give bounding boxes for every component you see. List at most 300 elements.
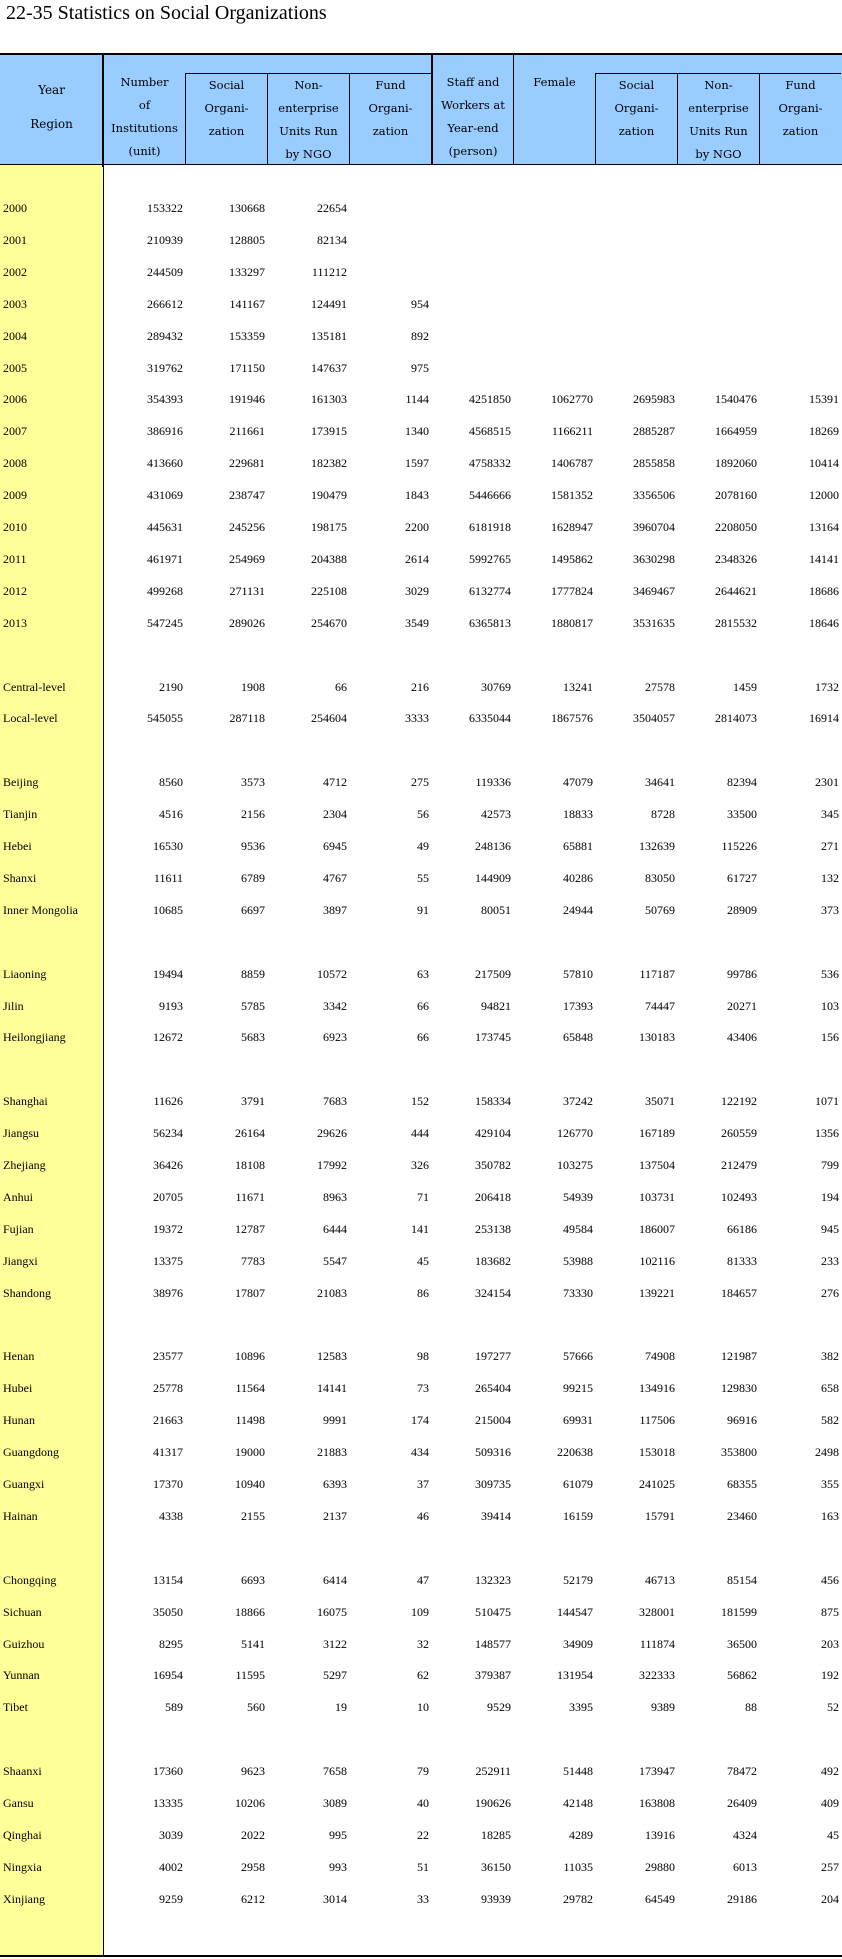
row-label: 2011 [3, 551, 27, 566]
table-row [0, 384, 842, 416]
table-cell: 163808 [639, 1796, 675, 1810]
table-cell: 2348326 [715, 551, 757, 566]
table-cell: 1356 [815, 1126, 839, 1141]
table-cell: 4289 [569, 1827, 593, 1842]
table-cell: 954 [411, 296, 429, 311]
table-cell: 444 [411, 1126, 429, 1141]
table-cell: 121987 [721, 1349, 757, 1364]
year-header-label: Year [38, 83, 65, 97]
row-label: 2005 [3, 360, 27, 375]
table-cell: 3573 [241, 775, 265, 790]
table-cell: 2078160 [715, 488, 757, 503]
table-cell: 186007 [639, 1221, 675, 1236]
table-cell: 56862 [727, 1668, 757, 1683]
table-cell: 9536 [241, 839, 265, 853]
table-cell: 3122 [323, 1636, 347, 1651]
row-label: Guizhou [3, 1636, 45, 1651]
staff-social-org-header: Social Organi- zation [595, 73, 677, 165]
table-cell: 799 [821, 1158, 839, 1172]
row-label: 2006 [3, 392, 27, 407]
table-cell: 161303 [311, 392, 347, 407]
table-cell: 16914 [809, 711, 839, 726]
table-cell: 319762 [147, 360, 183, 375]
table-cell: 83050 [645, 870, 675, 885]
table-cell: 248136 [475, 839, 511, 853]
table-cell: 13241 [563, 679, 593, 694]
table-cell: 131954 [557, 1668, 593, 1683]
table-cell: 216 [411, 679, 429, 694]
table-cell: 23577 [153, 1349, 183, 1364]
table-cell: 254604 [311, 711, 347, 726]
table-cell: 6697 [241, 902, 265, 917]
table-cell: 88 [745, 1700, 757, 1715]
table-cell: 5297 [323, 1668, 347, 1683]
row-label: Anhui [3, 1189, 33, 1204]
table-cell: 18686 [809, 583, 839, 598]
table-cell: 10572 [317, 966, 347, 981]
spacer-row [0, 927, 842, 959]
table-cell: 1597 [405, 456, 429, 471]
table-cell: 40 [417, 1796, 429, 1810]
table-cell: 2958 [241, 1859, 265, 1874]
table-cell: 96916 [727, 1413, 757, 1428]
table-cell: 13916 [645, 1827, 675, 1842]
table-cell: 52179 [563, 1572, 593, 1587]
table-cell: 126770 [557, 1126, 593, 1141]
table-row [0, 1405, 842, 1437]
table-row [0, 576, 842, 608]
table-cell: 2137 [323, 1508, 347, 1523]
row-label: Xinjiang [3, 1891, 45, 1906]
table-cell: 3395 [569, 1700, 593, 1715]
table-cell: 66 [335, 679, 347, 694]
institutions-header: Number of Institutions (unit) [103, 55, 185, 165]
table-cell: 82134 [317, 232, 347, 247]
table-cell: 492 [821, 1764, 839, 1779]
table-cell: 1540476 [715, 392, 757, 407]
table-cell: 225108 [311, 583, 347, 598]
table-cell: 3630298 [633, 551, 675, 566]
table-cell: 132 [821, 870, 839, 885]
table-cell: 8560 [159, 775, 183, 790]
table-cell: 4002 [159, 1859, 183, 1874]
table-cell: 509316 [475, 1445, 511, 1460]
table-cell: 117506 [639, 1413, 675, 1428]
table-cell: 3897 [323, 902, 347, 917]
table-cell: 183682 [475, 1253, 511, 1268]
table-cell: 141 [411, 1221, 429, 1236]
table-cell: 6365813 [469, 615, 511, 630]
row-label: Hebei [3, 839, 32, 853]
row-label: Beijing [3, 775, 39, 790]
table-cell: 167189 [639, 1126, 675, 1141]
table-cell: 993 [329, 1859, 347, 1874]
table-row [0, 353, 842, 385]
row-label: Sichuan [3, 1604, 42, 1619]
table-cell: 33500 [727, 807, 757, 822]
table-cell: 16159 [563, 1508, 593, 1523]
table-cell: 3356506 [633, 488, 675, 503]
table-cell: 1843 [405, 488, 429, 503]
table-row [0, 193, 842, 225]
spacer-row [0, 1724, 842, 1756]
table-cell: 174 [411, 1413, 429, 1428]
table-cell: 15391 [809, 392, 839, 407]
table-cell: 102116 [639, 1253, 675, 1268]
row-label: Tianjin [3, 807, 38, 822]
table-cell: 1628947 [551, 520, 593, 534]
table-cell: 4767 [323, 870, 347, 885]
table-cell: 7683 [323, 1094, 347, 1109]
table-cell: 204 [821, 1891, 839, 1906]
table-cell: 12672 [153, 1030, 183, 1045]
table-cell: 93939 [481, 1891, 511, 1906]
table-cell: 253138 [475, 1221, 511, 1236]
table-cell: 65881 [563, 839, 593, 853]
table-cell: 1581352 [551, 488, 593, 503]
table-cell: 37242 [563, 1094, 593, 1109]
row-label: Jiangxi [3, 1253, 38, 1268]
table-cell: 16075 [317, 1604, 347, 1619]
table-row [0, 959, 842, 991]
table-cell: 94821 [481, 998, 511, 1013]
row-label: Tibet [3, 1700, 28, 1715]
spacer-row [0, 1054, 842, 1086]
table-cell: 2814073 [715, 711, 757, 726]
row-label: Hainan [3, 1508, 38, 1523]
table-cell: 245256 [229, 520, 265, 534]
table-row [0, 1692, 842, 1724]
table-cell: 17807 [235, 1285, 265, 1300]
table-cell: 184657 [721, 1285, 757, 1300]
table-cell: 6444 [323, 1221, 347, 1236]
table-cell: 68355 [727, 1477, 757, 1491]
table-cell: 326 [411, 1158, 429, 1172]
table-cell: 40286 [563, 870, 593, 885]
table-row [0, 672, 842, 704]
table-cell: 1406787 [551, 456, 593, 471]
table-cell: 135181 [311, 328, 347, 343]
table-cell: 2695983 [633, 392, 675, 407]
table-row [0, 991, 842, 1023]
table-cell: 115226 [721, 839, 757, 853]
table-row [0, 1565, 842, 1597]
table-cell: 61727 [727, 870, 757, 885]
table-cell: 2644621 [715, 583, 757, 598]
table-row [0, 448, 842, 480]
table-cell: 265404 [475, 1381, 511, 1396]
table-cell: 1892060 [715, 456, 757, 471]
table-cell: 19372 [153, 1221, 183, 1236]
table-cell: 3333 [405, 711, 429, 726]
table-cell: 144909 [475, 870, 511, 885]
table-cell: 10685 [153, 902, 183, 917]
table-cell: 34641 [645, 775, 675, 790]
table-row [0, 799, 842, 831]
row-label: Hubei [3, 1381, 33, 1396]
table-cell: 266612 [147, 296, 183, 311]
table-cell: 11035 [563, 1859, 593, 1874]
table-cell: 32 [417, 1636, 429, 1651]
table-cell: 4712 [323, 775, 347, 790]
table-row [0, 544, 842, 576]
table-cell: 148577 [475, 1636, 511, 1651]
table-cell: 6945 [323, 839, 347, 853]
table-cell: 10940 [235, 1477, 265, 1491]
table-cell: 66 [417, 998, 429, 1013]
table-cell: 173947 [639, 1764, 675, 1779]
table-cell: 36500 [727, 1636, 757, 1651]
table-cell: 37 [417, 1477, 429, 1491]
table-cell: 1732 [815, 679, 839, 694]
table-cell: 21663 [153, 1413, 183, 1428]
table-cell: 144547 [557, 1604, 593, 1619]
table-cell: 134916 [639, 1381, 675, 1396]
row-label: Jiangsu [3, 1126, 39, 1141]
table-cell: 38976 [153, 1285, 183, 1300]
table-row [0, 1246, 842, 1278]
table-cell: 133297 [229, 264, 265, 279]
table-cell: 163 [821, 1508, 839, 1523]
row-label: Henan [3, 1349, 35, 1364]
table-cell: 6181918 [469, 520, 511, 534]
table-cell: 3531635 [633, 615, 675, 630]
table-cell: 3791 [241, 1094, 265, 1109]
table-cell: 43406 [727, 1030, 757, 1045]
table-cell: 5992765 [469, 551, 511, 566]
table-cell: 181599 [721, 1604, 757, 1619]
table-cell: 111874 [639, 1636, 675, 1651]
table-cell: 3960704 [633, 520, 675, 534]
table-cell: 6789 [241, 870, 265, 885]
table-cell: 6335044 [469, 711, 511, 726]
table-cell: 182382 [311, 456, 347, 471]
table-cell: 29880 [645, 1859, 675, 1874]
table-cell: 20705 [153, 1189, 183, 1204]
table-row [0, 1884, 842, 1916]
region-header-label: Region [30, 117, 73, 131]
table-cell: 61079 [563, 1477, 593, 1491]
table-cell: 153018 [639, 1445, 675, 1460]
table-cell: 117187 [639, 966, 675, 981]
table-cell: 254969 [229, 551, 265, 566]
row-label: 2010 [3, 520, 27, 534]
table-cell: 2190 [159, 679, 183, 694]
table-cell: 241025 [639, 1477, 675, 1491]
table-cell: 18833 [563, 807, 593, 822]
table-cell: 65848 [563, 1030, 593, 1045]
table-cell: 35050 [153, 1604, 183, 1619]
table-cell: 191946 [229, 392, 265, 407]
staff-non-enterprise-header: Non- enterprise Units Run by NGO [677, 73, 759, 165]
table-cell: 287118 [229, 711, 265, 726]
table-cell: 91 [417, 902, 429, 917]
table-cell: 158334 [475, 1094, 511, 1109]
table-cell: 13375 [153, 1253, 183, 1268]
table-cell: 1166211 [551, 424, 593, 439]
table-cell: 203 [821, 1636, 839, 1651]
table-cell: 55 [417, 870, 429, 885]
table-cell: 57810 [563, 966, 593, 981]
table-cell: 409 [821, 1796, 839, 1810]
table-cell: 23460 [727, 1508, 757, 1523]
table-cell: 35071 [645, 1094, 675, 1109]
row-label: Gansu [3, 1796, 34, 1810]
row-label: Heilongjiang [3, 1030, 66, 1045]
table-cell: 98 [417, 1349, 429, 1364]
table-cell: 271131 [229, 583, 265, 598]
row-label: Chongqing [3, 1572, 57, 1587]
table-cell: 3469467 [633, 583, 675, 598]
table-cell: 995 [329, 1827, 347, 1842]
table-row [0, 895, 842, 927]
table-row [0, 1756, 842, 1788]
table-cell: 86 [417, 1285, 429, 1300]
table-cell: 22 [417, 1827, 429, 1842]
table-cell: 10206 [235, 1796, 265, 1810]
table-row [0, 608, 842, 640]
table-row [0, 831, 842, 863]
table-row [0, 1852, 842, 1884]
table-cell: 3029 [405, 583, 429, 598]
table-cell: 252911 [475, 1764, 511, 1779]
table-cell: 11564 [235, 1381, 265, 1396]
table-cell: 11595 [235, 1668, 265, 1683]
table-cell: 892 [411, 328, 429, 343]
table-cell: 945 [821, 1221, 839, 1236]
row-label: Qinghai [3, 1827, 42, 1842]
table-row [0, 863, 842, 895]
table-cell: 6693 [241, 1572, 265, 1587]
table-cell: 3504057 [633, 711, 675, 726]
table-row [0, 1214, 842, 1246]
table-cell: 103 [821, 998, 839, 1013]
table-cell: 11671 [235, 1189, 265, 1204]
table-cell: 975 [411, 360, 429, 375]
table-cell: 9389 [651, 1700, 675, 1715]
row-label: Shanghai [3, 1094, 48, 1109]
table-cell: 49584 [563, 1221, 593, 1236]
table-cell: 461971 [147, 551, 183, 566]
table-cell: 276 [821, 1285, 839, 1300]
table-cell: 29186 [727, 1891, 757, 1906]
table-cell: 229681 [229, 456, 265, 471]
table-cell: 57666 [563, 1349, 593, 1364]
table-cell: 156 [821, 1030, 839, 1045]
table-cell: 4568515 [469, 424, 511, 439]
table-cell: 51 [417, 1859, 429, 1874]
table-cell: 560 [247, 1700, 265, 1715]
table-cell: 1664959 [715, 424, 757, 439]
table-row [0, 1278, 842, 1310]
table-cell: 18866 [235, 1604, 265, 1619]
table-cell: 99215 [563, 1381, 593, 1396]
table-row [0, 257, 842, 289]
staff-fund-org-header: Fund Organi- zation [759, 73, 841, 165]
table-cell: 2855858 [633, 456, 675, 471]
table-cell: 82394 [727, 775, 757, 790]
table-cell: 85154 [727, 1572, 757, 1587]
table-cell: 238747 [229, 488, 265, 503]
table-cell: 119336 [475, 775, 511, 790]
table-cell: 17360 [153, 1764, 183, 1779]
table-cell: 3014 [323, 1891, 347, 1906]
table-cell: 373 [821, 902, 839, 917]
table-cell: 29782 [563, 1891, 593, 1906]
table-row [0, 321, 842, 353]
table-cell: 9623 [241, 1764, 265, 1779]
table-cell: 171150 [229, 360, 265, 375]
table-cell: 129830 [721, 1381, 757, 1396]
table-row [0, 1820, 842, 1852]
table-cell: 1071 [815, 1094, 839, 1109]
table-cell: 1459 [733, 679, 757, 694]
table-cell: 192 [821, 1668, 839, 1683]
table-cell: 11498 [235, 1413, 265, 1428]
table-cell: 875 [821, 1604, 839, 1619]
table-cell: 4516 [159, 807, 183, 822]
table-cell: 257 [821, 1859, 839, 1874]
table-row [0, 1501, 842, 1533]
table-cell: 64549 [645, 1891, 675, 1906]
table-cell: 30769 [481, 679, 511, 694]
table-cell: 10896 [235, 1349, 265, 1364]
table-cell: 499268 [147, 583, 183, 598]
table-cell: 289026 [229, 615, 265, 630]
table-row [0, 767, 842, 799]
table-cell: 1062770 [551, 392, 593, 407]
table-cell: 21083 [317, 1285, 347, 1300]
table-cell: 6923 [323, 1030, 347, 1045]
table-row [0, 1788, 842, 1820]
table-cell: 2301 [815, 775, 839, 790]
table-cell: 353800 [721, 1445, 757, 1460]
table-cell: 309735 [475, 1477, 511, 1491]
table-cell: 4758332 [469, 456, 511, 471]
row-label: Zhejiang [3, 1158, 46, 1172]
table-cell: 324154 [475, 1285, 511, 1300]
spacer-row [0, 1533, 842, 1565]
table-cell: 2815532 [715, 615, 757, 630]
table-cell: 8859 [241, 966, 265, 981]
table-cell: 254670 [311, 615, 347, 630]
table-cell: 244509 [147, 264, 183, 279]
table-cell: 80051 [481, 902, 511, 917]
row-label: Fujian [3, 1221, 34, 1236]
table-cell: 74447 [645, 998, 675, 1013]
table-cell: 9259 [159, 1891, 183, 1906]
table-cell: 1144 [405, 392, 429, 407]
table-cell: 6212 [241, 1891, 265, 1906]
table-cell: 11626 [153, 1094, 183, 1109]
row-label: 2007 [3, 424, 27, 439]
table-cell: 147637 [311, 360, 347, 375]
table-cell: 7783 [241, 1253, 265, 1268]
table-cell: 18285 [481, 1827, 511, 1842]
table-cell: 212479 [721, 1158, 757, 1172]
table-cell: 204388 [311, 551, 347, 566]
table-row [0, 1660, 842, 1692]
table-row [0, 416, 842, 448]
table-cell: 1880817 [551, 615, 593, 630]
table-cell: 215004 [475, 1413, 511, 1428]
row-label: Shanxi [3, 870, 37, 885]
fund-org-header: Fund Organi- zation [349, 73, 431, 165]
table-cell: 26164 [235, 1126, 265, 1141]
table-cell: 47079 [563, 775, 593, 790]
row-label: Ningxia [3, 1859, 42, 1874]
table-cell: 2200 [405, 520, 429, 534]
